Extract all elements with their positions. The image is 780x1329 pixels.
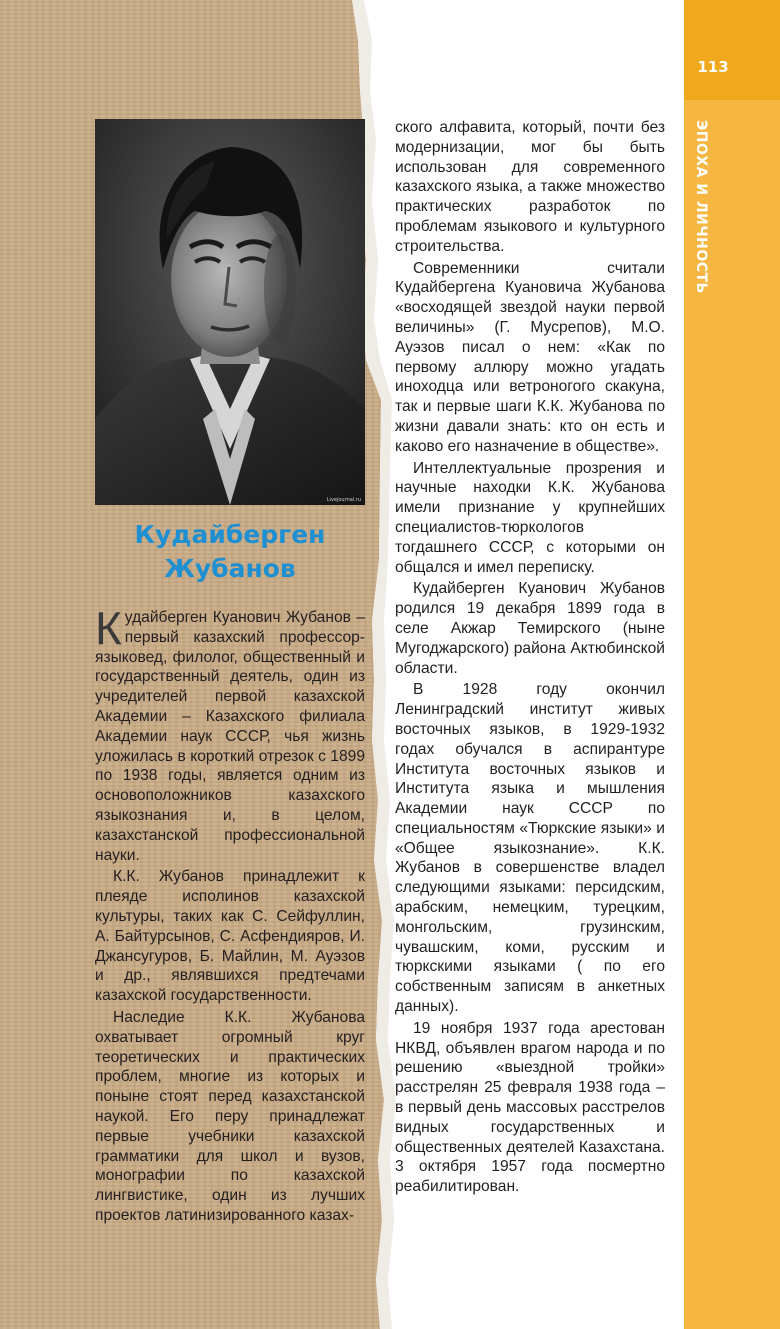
paragraph: ского алфавита, который, почти без модернизации, мог бы быть использован для современного казахского языка, а также множество практических разработок по проблемам языкового и культурного строительства. (395, 119, 665, 255)
paragraph: В 1928 году окончил Ленинградский институт живых восточных языков, в 1929-1932 годах обучался в аспирантуре Института восточных языков и Института языка и мышления Академии наук СССР по специальностям «Тюркские языки» и «Общее языкознание». К.К. Жубанов в совершенстве владел следующими языками: персидским, арабским, немецким, турецким, монгольским, грузинским, чувашским, коми, русским и тюркскими языками ( по его собственным записям в анкетных данных). (395, 681, 665, 1016)
heading-line-2: Жубанов (164, 554, 296, 583)
page-number: 113 (697, 58, 729, 76)
paragraph: Кудайберген Куанович Жубанов родился 19 декабря 1899 года в селе Акжар Темирского (ныне Мугоджарского) района Актюбинской области. (395, 580, 665, 677)
portrait-image (95, 119, 365, 505)
paragraph: Наследие К.К. Жубанова охватывает огромный круг теоретических и практических проблем, многие из которых и поныне стоят перед казахстанской наукой. Его перу принадлежат первые учебники казахской грамматики для школ и вузов, монографии по казахской лингвистике, один из лучших проектов латинизированного казах- (95, 1008, 365, 1224)
photo-stamp: Livejournal.ru (326, 497, 361, 503)
heading-line-1: Кудайберген (134, 520, 326, 549)
paragraph: Современники считали Кудайбергена Куановича Жубанова «восходящей звездой науки первой величины» (Г. Мусрепов), М.О. Ауэзов писал о нем: «Как по первому аллюру можно угадать иноходца или ветроногого скакуна, так и первые шаги К.К. Жубанова по жизни давали знать: кто он есть и каково его назначение в обществе». (395, 259, 665, 455)
right-text-column (395, 118, 665, 1199)
paragraph (95, 602, 365, 865)
portrait-photo (95, 119, 365, 505)
section-label: ЭПОХА И ЛИЧНОСТЬ (693, 120, 709, 294)
drop-cap: К (95, 602, 122, 654)
left-text-column (95, 602, 365, 1228)
paragraph-text: удайберген Куанович Жубанов – первый казахский профессор-языковед, филолог, общественный и государственный деятель, один из учредителей первой казахской Академии – Казахского филиала Академии наук СССР, чья жизнь уложилась в короткий отрезок с 1899 по 1938 годы, является одним из основоположников казахского языкознания и, в целом, казахстанской профессиональной науки. (95, 609, 365, 864)
paragraph: К.К. Жубанов принадлежит к плеяде исполинов казахской культуры, таких как С. Сейфуллин, А. Байтурсынов, С. Асфендияров, И. Джансугуров, Б. Майлин, М. Ауэзов и др., являвшихся предтечами казахской государственности. (95, 868, 365, 1005)
paragraph: Интеллектуальные прозрения и научные находки К.К. Жубанова имели признание у крупнейших специалистов-тюркологов тогдашнего СССР, с которыми он общался и имел переписку. (395, 459, 665, 576)
person-name-heading (95, 518, 365, 586)
paragraph: 19 ноября 1937 года арестован НКВД, объявлен врагом народа и по решению «выездной тройки» расстрелян 25 февраля 1938 года – в первый день массовых расстрелов видных государственных и общественных деятелей Казахстана. 3 октября 1957 года посмертно реабилитирован. (395, 1019, 665, 1196)
page-number-box (684, 0, 780, 100)
